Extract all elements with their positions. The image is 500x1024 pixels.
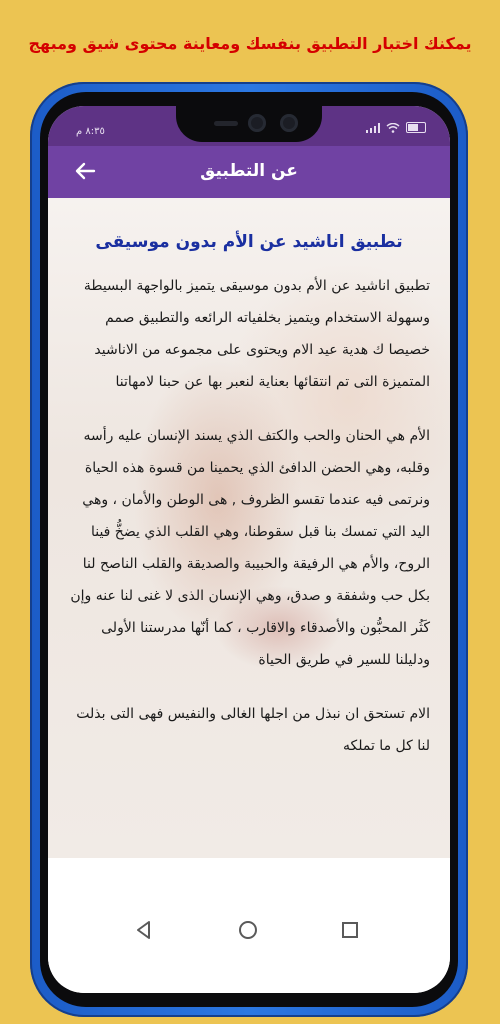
app-bar (48, 146, 450, 198)
wifi-icon (386, 123, 400, 133)
phone-screen (48, 106, 450, 993)
about-content[interactable] (48, 198, 450, 858)
page-title: عن التطبيق (200, 161, 298, 181)
status-icons (366, 122, 426, 133)
camera-notch (176, 106, 322, 142)
phone-frame (30, 82, 468, 1017)
phone-bezel (40, 92, 458, 1007)
front-camera-icon (280, 114, 298, 132)
system-nav-bar (48, 858, 450, 993)
content-paragraph: الام تستحق ان نبذل من اجلها الغالى والنفيس فهى التى بذلت لنا كل ما تملكه (76, 706, 430, 754)
content-paragraph: الأم هي الحنان والحب والكتف الذي يسند الإنسان عليه رأسه وقلبه، وهي الحضن الدافئ الذي يحمينا من قسوة هذه الحياة ونرتمى فيه عندما تقسو الظروف , هى الوطن والأمان ، وهي اليد التي تمسك بنا قبل سقوطنا، وهي القلب الذي يضخُّ فينا الروح، والأم هي الرفيقة والحبيبة والصديقة والقلب الناصح لنا بكل حب وشفقة و صدق، وهي الإنسان الذى لا غنى لنا عنه وإن كَثُر المحبُّون والأصدقاء والاقارب ، كما أنّها مدرستنا الأولى ودليلنا للسير في طريق الحياة (70, 428, 430, 668)
battery-icon (406, 122, 426, 133)
content-paragraph: تطبيق اناشيد عن الأم بدون موسيقى يتميز بالواجهة البسيطة وسهولة الاستخدام ويتميز بخلفياته الرائعه والتطبيق صمم خصيصا ك هدية عيد الام ويحتوى على مجموعه من الاناشيد المتميزة التى تم انتقائها بعناية لنعبر بها عن حبنا لامهاتنا (83, 278, 430, 390)
content-heading: تطبيق اناشيد عن الأم بدون موسيقى (95, 232, 403, 252)
nav-back-icon[interactable] (132, 918, 156, 942)
promo-banner-text: يمكنك اختبار التطبيق بنفسك ومعاينة محتوى شيق ومبهج (28, 34, 472, 53)
status-time: ٨:٣٥ م (76, 126, 105, 137)
nav-recents-icon[interactable] (338, 918, 362, 942)
front-camera-icon (248, 114, 266, 132)
nav-home-icon[interactable] (236, 918, 260, 942)
earpiece-speaker (214, 121, 238, 126)
signal-icon (366, 123, 380, 133)
